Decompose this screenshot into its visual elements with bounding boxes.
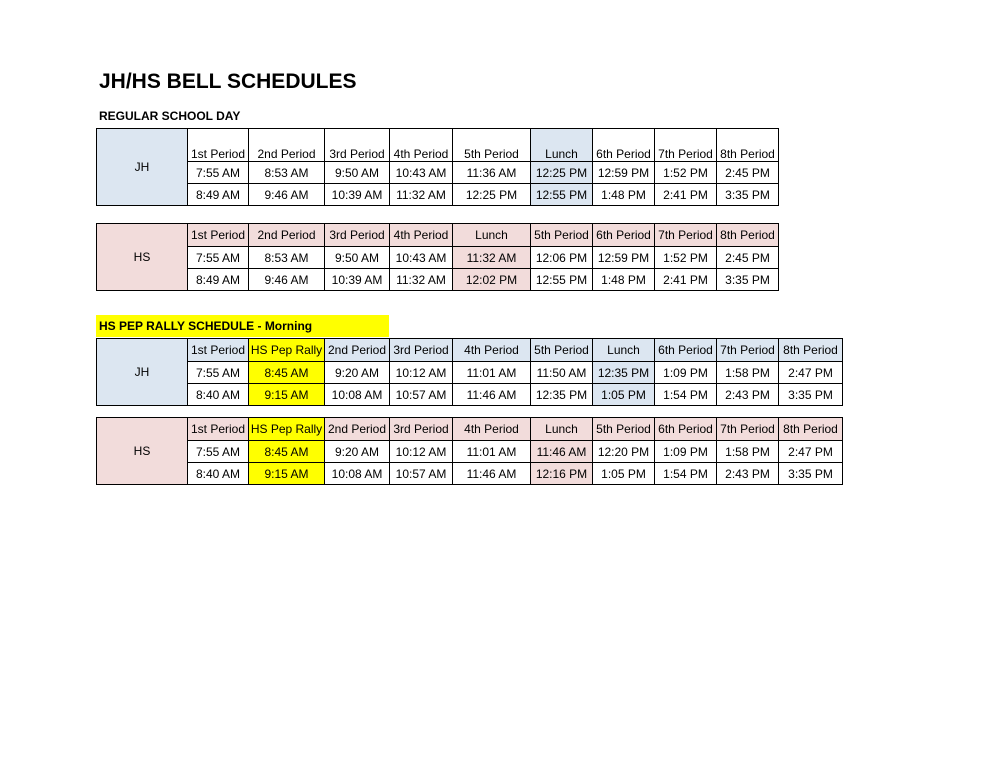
page-title: JH/HS BELL SCHEDULES	[99, 70, 357, 93]
column-header: 4th Period	[453, 418, 531, 441]
column-header-lunch: Lunch	[531, 418, 593, 441]
start-time: 7:55 AM	[188, 247, 249, 269]
column-header: 2nd Period	[249, 224, 325, 247]
column-header: 6th Period	[593, 224, 655, 247]
end-time: 9:46 AM	[249, 184, 325, 206]
start-time-pep-rally: 8:45 AM	[249, 362, 325, 384]
column-header: 6th Period	[593, 129, 655, 162]
start-time-pep-rally: 8:45 AM	[249, 441, 325, 463]
pep-rally-label: HS PEP RALLY SCHEDULE - Morning	[96, 315, 389, 337]
end-time: 8:49 AM	[188, 184, 249, 206]
start-time: 11:36 AM	[453, 162, 531, 184]
start-time: 9:20 AM	[325, 441, 390, 463]
start-time: 11:50 AM	[531, 362, 593, 384]
start-time: 12:20 PM	[593, 441, 655, 463]
end-time-lunch: 12:02 PM	[453, 269, 531, 291]
end-time: 3:35 PM	[779, 463, 843, 485]
start-time: 7:55 AM	[188, 362, 249, 384]
column-header: 3rd Period	[390, 418, 453, 441]
group-label-hs: HS	[97, 418, 188, 485]
column-header: 7th Period	[655, 129, 717, 162]
pep-jh-table	[96, 338, 843, 406]
column-header: 3rd Period	[325, 224, 390, 247]
end-time: 12:25 PM	[453, 184, 531, 206]
end-time: 8:40 AM	[188, 384, 249, 406]
start-time-lunch: 12:25 PM	[531, 162, 593, 184]
column-header: 3rd Period	[390, 339, 453, 362]
column-header: 8th Period	[717, 224, 779, 247]
end-time: 1:48 PM	[593, 269, 655, 291]
start-time: 2:47 PM	[779, 441, 843, 463]
group-label-jh: JH	[97, 129, 188, 206]
column-header: 5th Period	[531, 224, 593, 247]
end-time: 11:32 AM	[390, 269, 453, 291]
end-time-pep-rally: 9:15 AM	[249, 384, 325, 406]
start-time: 9:50 AM	[325, 162, 390, 184]
pep-hs-table	[96, 417, 843, 485]
start-time-lunch: 11:32 AM	[453, 247, 531, 269]
start-time: 12:06 PM	[531, 247, 593, 269]
start-time: 8:53 AM	[249, 162, 325, 184]
end-time: 10:57 AM	[390, 384, 453, 406]
column-header: 3rd Period	[325, 129, 390, 162]
end-time: 10:39 AM	[325, 184, 390, 206]
start-time: 1:09 PM	[655, 441, 717, 463]
start-time: 1:52 PM	[655, 247, 717, 269]
end-time-lunch: 12:16 PM	[531, 463, 593, 485]
column-header: 5th Period	[453, 129, 531, 162]
start-time: 8:53 AM	[249, 247, 325, 269]
start-time: 7:55 AM	[188, 162, 249, 184]
end-time: 2:43 PM	[717, 463, 779, 485]
end-time: 9:46 AM	[249, 269, 325, 291]
start-time: 1:09 PM	[655, 362, 717, 384]
column-header: 6th Period	[655, 418, 717, 441]
column-header: 2nd Period	[325, 339, 390, 362]
column-header-lunch: Lunch	[593, 339, 655, 362]
start-time: 2:47 PM	[779, 362, 843, 384]
end-time: 3:35 PM	[779, 384, 843, 406]
column-header: 8th Period	[717, 129, 779, 162]
end-time: 10:39 AM	[325, 269, 390, 291]
start-time: 12:59 PM	[593, 162, 655, 184]
start-time: 1:52 PM	[655, 162, 717, 184]
column-header: 1st Period	[188, 418, 249, 441]
column-header-lunch: Lunch	[531, 129, 593, 162]
end-time: 10:08 AM	[325, 384, 390, 406]
end-time-lunch: 12:55 PM	[531, 184, 593, 206]
column-header: 1st Period	[188, 129, 249, 162]
column-header: 7th Period	[717, 418, 779, 441]
column-header: 1st Period	[188, 339, 249, 362]
end-time: 12:55 PM	[531, 269, 593, 291]
start-time: 1:58 PM	[717, 362, 779, 384]
column-header-pep-rally: HS Pep Rally	[249, 418, 325, 441]
column-header: 2nd Period	[249, 129, 325, 162]
start-time: 10:43 AM	[390, 162, 453, 184]
start-time: 2:45 PM	[717, 247, 779, 269]
column-header: 1st Period	[188, 224, 249, 247]
end-time: 2:43 PM	[717, 384, 779, 406]
end-time: 11:32 AM	[390, 184, 453, 206]
end-time: 12:35 PM	[531, 384, 593, 406]
start-time: 9:50 AM	[325, 247, 390, 269]
column-header-lunch: Lunch	[453, 224, 531, 247]
regular-jh-table	[96, 128, 779, 206]
column-header: 4th Period	[390, 129, 453, 162]
regular-day-label: REGULAR SCHOOL DAY	[99, 109, 241, 123]
group-label-jh: JH	[97, 339, 188, 406]
start-time: 11:01 AM	[453, 441, 531, 463]
end-time: 2:41 PM	[655, 184, 717, 206]
start-time: 10:43 AM	[390, 247, 453, 269]
end-time: 2:41 PM	[655, 269, 717, 291]
end-time: 10:08 AM	[325, 463, 390, 485]
end-time: 11:46 AM	[453, 384, 531, 406]
end-time: 1:05 PM	[593, 463, 655, 485]
end-time-pep-rally: 9:15 AM	[249, 463, 325, 485]
end-time: 3:35 PM	[717, 269, 779, 291]
column-header: 8th Period	[779, 339, 843, 362]
column-header: 8th Period	[779, 418, 843, 441]
start-time: 11:01 AM	[453, 362, 531, 384]
end-time: 1:48 PM	[593, 184, 655, 206]
start-time: 7:55 AM	[188, 441, 249, 463]
column-header: 6th Period	[655, 339, 717, 362]
start-time: 10:12 AM	[390, 441, 453, 463]
end-time: 8:49 AM	[188, 269, 249, 291]
column-header: 4th Period	[390, 224, 453, 247]
start-time-lunch: 11:46 AM	[531, 441, 593, 463]
end-time-lunch: 1:05 PM	[593, 384, 655, 406]
start-time: 9:20 AM	[325, 362, 390, 384]
start-time: 12:59 PM	[593, 247, 655, 269]
end-time: 10:57 AM	[390, 463, 453, 485]
start-time: 2:45 PM	[717, 162, 779, 184]
column-header: 5th Period	[531, 339, 593, 362]
column-header: 5th Period	[593, 418, 655, 441]
end-time: 8:40 AM	[188, 463, 249, 485]
column-header: 7th Period	[717, 339, 779, 362]
regular-hs-table	[96, 223, 779, 291]
column-header: 4th Period	[453, 339, 531, 362]
column-header: 2nd Period	[325, 418, 390, 441]
end-time: 1:54 PM	[655, 384, 717, 406]
column-header: 7th Period	[655, 224, 717, 247]
column-header-pep-rally: HS Pep Rally	[249, 339, 325, 362]
start-time: 1:58 PM	[717, 441, 779, 463]
group-label-hs: HS	[97, 224, 188, 291]
start-time-lunch: 12:35 PM	[593, 362, 655, 384]
end-time: 11:46 AM	[453, 463, 531, 485]
start-time: 10:12 AM	[390, 362, 453, 384]
end-time: 3:35 PM	[717, 184, 779, 206]
end-time: 1:54 PM	[655, 463, 717, 485]
